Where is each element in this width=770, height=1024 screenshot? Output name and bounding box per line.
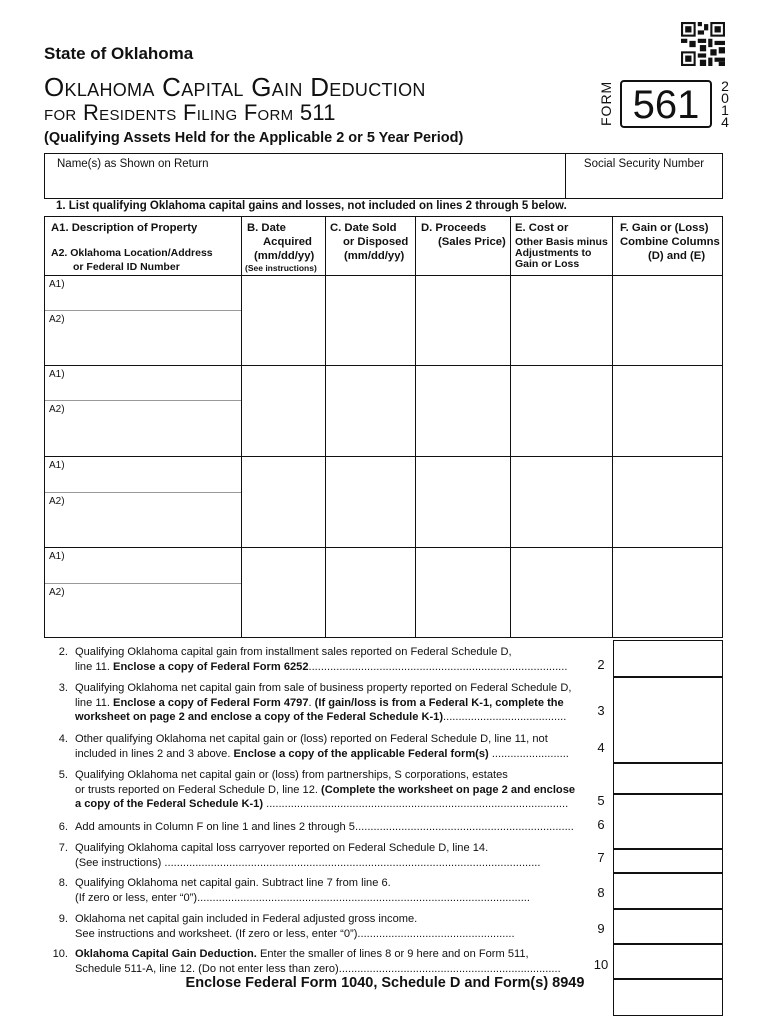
line-9-amount[interactable] — [613, 944, 723, 979]
line-number: 7. — [58, 842, 68, 854]
line-box-number: 4 — [597, 740, 605, 755]
line-number: 3. — [58, 682, 68, 694]
col-c-header: C. Date Sold — [330, 222, 397, 234]
row-a1-label: A1) — [49, 551, 65, 562]
year-digit: 4 — [721, 114, 729, 130]
col-e-header-4: Gain or Loss — [515, 258, 580, 270]
form-label: FORM — [598, 80, 614, 126]
line-text: or trusts reported on Federal Schedule D, line 12. (Complete the worksheet on page 2 and enclose — [75, 783, 576, 796]
col-d-header: D. Proceeds — [421, 222, 487, 234]
line-number: 5. — [58, 769, 68, 781]
line-5-amount[interactable] — [613, 794, 723, 849]
col-a2-header-2: or Federal ID Number — [73, 261, 180, 273]
year-digit: 1 — [721, 102, 729, 118]
line-text: (If zero or less, enter “0”)............................................................................................................ — [75, 891, 530, 904]
line-text: (See instructions) .......................................................................................................................... — [75, 856, 541, 869]
row-a1-label: A1) — [49, 460, 65, 471]
row-a2-label: A2) — [49, 314, 65, 325]
qr-code-icon — [681, 22, 725, 66]
line-1-label: 1. List qualifying Oklahoma capital gains and losses, not included on lines 2 through 5 below. — [56, 200, 567, 212]
line-7-amount[interactable] — [613, 873, 723, 909]
line-text: worksheet on page 2 and enclose a copy of the Federal Schedule K-1)........................................ — [75, 711, 567, 723]
line-box-number: 10 — [593, 957, 609, 972]
col-f-header-3: (D) and (E) — [648, 250, 706, 262]
col-b-header: B. Date — [247, 222, 286, 234]
tax-year — [718, 80, 732, 128]
year-digit: 2 — [721, 78, 729, 94]
line-box-number: 5 — [597, 793, 605, 808]
line-box-number: 6 — [597, 817, 605, 832]
line-text: Other qualifying Oklahoma net capital gain or (loss) reported on Federal Schedule D, line 11, not — [75, 733, 548, 745]
line-text: line 11. Enclose a copy of Federal Form 6252.................................................................................... — [75, 660, 568, 673]
col-e-header-3: Adjustments to — [515, 247, 592, 259]
form-subtitle: for Residents Filing Form 511 — [44, 100, 336, 125]
line-3-amount[interactable] — [613, 677, 723, 763]
ssn-field-label: Social Security Number — [583, 158, 705, 170]
line-text: Oklahoma Capital Gain Deduction. Enter the smaller of lines 8 or 9 here and on Form 511, — [75, 948, 529, 960]
line-8-amount[interactable] — [613, 909, 723, 944]
line-box-number: 7 — [597, 850, 605, 865]
row-a1-label: A1) — [49, 369, 65, 380]
line-number: 4. — [58, 733, 68, 745]
col-d-header-2: (Sales Price) — [438, 236, 506, 248]
row-a2-label: A2) — [49, 404, 65, 415]
line-text: Qualifying Oklahoma capital loss carryover reported on Federal Schedule D, line 14. — [75, 842, 489, 854]
line-text: Qualifying Oklahoma capital gain from installment sales reported on Federal Schedule D, — [75, 646, 512, 658]
year-digit: 0 — [721, 90, 729, 106]
col-c-header-3: (mm/dd/yy) — [344, 250, 405, 262]
line-box-number: 9 — [597, 921, 605, 936]
line-box-number: 8 — [597, 885, 605, 900]
row-a2-label: A2) — [49, 496, 65, 507]
line-box-number: 2 — [597, 657, 605, 672]
names-field-label: Name(s) as Shown on Return — [57, 158, 209, 170]
col-b-header-2: Acquired — [263, 236, 312, 248]
line-2-amount[interactable] — [613, 640, 723, 677]
col-b-header-4: (See instructions) — [245, 263, 317, 273]
line-1-table — [44, 216, 723, 638]
row-a2-label: A2) — [49, 587, 65, 598]
line-number: 8. — [58, 877, 68, 889]
line-text: a copy of the Federal Schedule K-1) .................................................................................................. — [75, 798, 569, 810]
line-text: included in lines 2 and 3 above. Enclose a copy of the applicable Federal form(s) ......................... — [75, 747, 569, 760]
col-f-header-2: Combine Columns — [620, 236, 720, 248]
line-text: See instructions and worksheet. (If zero or less, enter “0”)................................................... — [75, 927, 515, 940]
line-4-amount[interactable] — [613, 763, 723, 794]
line-text: Oklahoma net capital gain included in Federal adjusted gross income. — [75, 913, 418, 925]
line-text: line 11. Enclose a copy of Federal Form 4797. (If gain/loss is from a Federal K-1, complete the — [75, 696, 564, 709]
col-e-header-2: Other Basis minus — [515, 236, 608, 248]
col-c-header-2: or Disposed — [343, 236, 409, 248]
form-number: 561 — [620, 80, 712, 128]
line-text: Add amounts in Column F on line 1 and lines 2 through 5....................................................................... — [75, 821, 574, 833]
line-number: 6. — [58, 821, 68, 833]
line-number: 2. — [58, 646, 68, 658]
form-title: Oklahoma Capital Gain Deduction — [44, 72, 426, 102]
line-6-amount[interactable] — [613, 849, 723, 873]
line-number: 10. — [52, 948, 68, 960]
taxpayer-id-box — [44, 153, 723, 199]
line-text: Qualifying Oklahoma net capital gain from sale of business property reported on Federal Schedule D, — [75, 682, 572, 694]
footer-instruction: Enclose Federal Form 1040, Schedule D and Form(s) 8949 — [185, 975, 585, 991]
line-text: Qualifying Oklahoma net capital gain. Subtract line 7 from line 6. — [75, 877, 391, 889]
line-box-number: 3 — [597, 703, 605, 718]
line-text: Schedule 511-A, line 12. (Do not enter less than zero)........................................................................ — [75, 962, 561, 975]
col-a1-header: A1. Description of Property — [51, 222, 198, 234]
line-text: Qualifying Oklahoma net capital gain or (loss) from partnerships, S corporations, estates — [75, 769, 508, 781]
form-qualifier: (Qualifying Assets Held for the Applicable 2 or 5 Year Period) — [44, 130, 464, 146]
col-f-header: F. Gain or (Loss) — [620, 222, 709, 234]
row-a1-label: A1) — [49, 279, 65, 290]
state-label: State of Oklahoma — [44, 44, 194, 63]
col-b-header-3: (mm/dd/yy) — [254, 250, 315, 262]
line-number: 9. — [58, 913, 68, 925]
col-a2-header: A2. Oklahoma Location/Address — [51, 247, 213, 259]
col-e-header: E. Cost or — [515, 222, 569, 234]
